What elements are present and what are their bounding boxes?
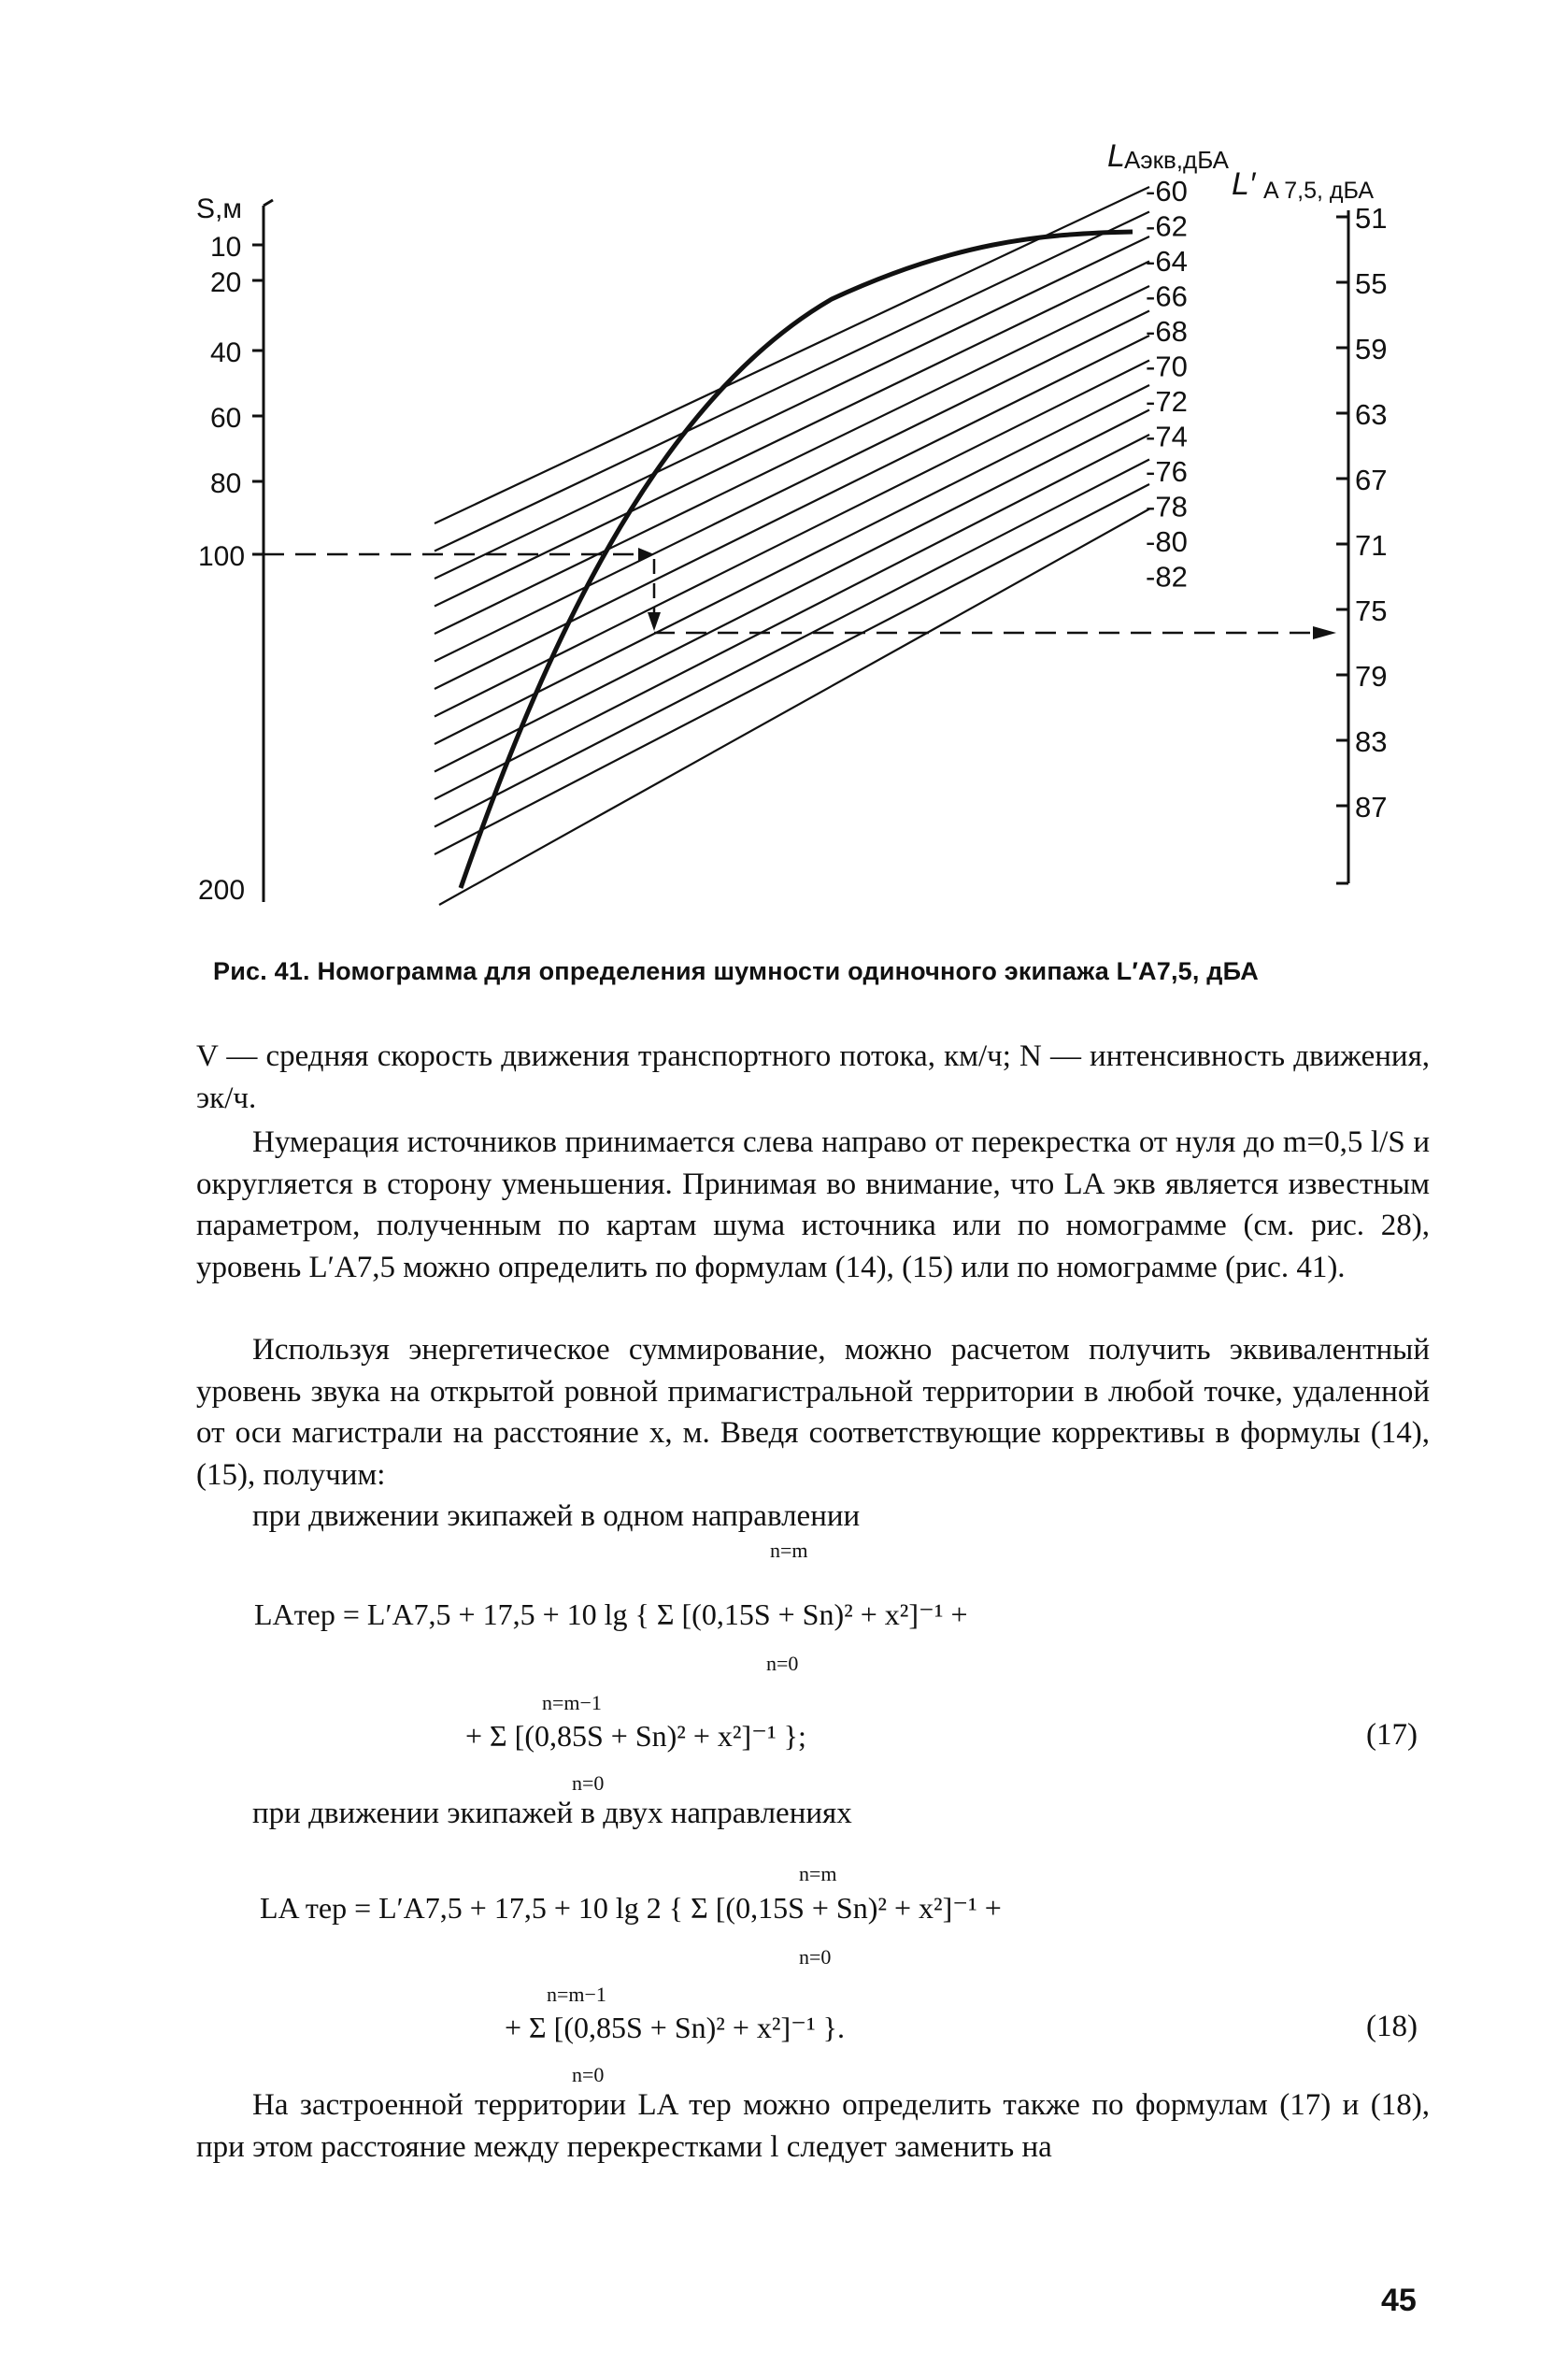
formula-17-sum-bottom-1: n=0 — [766, 1652, 799, 1675]
middle-tick-label: -60 — [1146, 175, 1188, 208]
isoline — [435, 212, 1149, 551]
middle-tick-label: -78 — [1146, 490, 1188, 523]
isoline — [435, 460, 1149, 827]
middle-tick-label: -80 — [1146, 525, 1188, 558]
right-axis — [1232, 166, 1387, 883]
right-tick-label: 79 — [1355, 660, 1388, 693]
figure-caption: Рис. 41. Номограмма для определения шумности одиночного экипажа L′A7,5, дБА — [213, 957, 1259, 985]
middle-tick-label: -62 — [1146, 209, 1188, 243]
middle-tick-label: -74 — [1146, 420, 1188, 453]
left-tick-label: 200 — [198, 875, 246, 906]
middle-tick-label: -82 — [1146, 560, 1188, 594]
formula-18-sum-bottom-2: n=0 — [572, 2063, 605, 2086]
isoline — [435, 336, 1149, 689]
right-tick-label: 87 — [1355, 791, 1388, 823]
isoline — [435, 385, 1149, 744]
page-number: 45 — [1381, 2283, 1417, 2318]
book-page: S,м 10 20 40 60 80 100 200 L Aэкв,дБА -60 -62 -64 -66 -68 -70 -72 -74 -76 -78 -80 -82 L′ A 7,5, дБА 51 55 59 63 67 71 75 79 83 87 Рис. 41. Номограмма для определения шумности одиночного экипажа L′A7,5, дБА V — средняя скорость движения транспортного потока, км/ч; N — интенсивность движения, эк/ч. Нумерация источников принимается слева направо от перекрестка от нуля до m=0,5 l/S и округляется в сторону уменьшения. Принимая во внимание, что LA экв является известным параметром, полученным по картам шума источника или по номограмме (см. рис. 28), уровень L′A7,5 можно определить по формулам (14), (15) или по номограмме (рис. 41). Используя энергетическое суммирование, можно расчетом получить эквивалентный уровень звука на открытой ровной примагистральной территории в любой точке, удаленной от оси магистрали на расстояние x, м. Введя соответствующие коррективы в формулы (14), (15), получим: при движении экипажей в одном направлении n=m LAтер = L′A7,5 + 17,5 + 10 lg { Σ [(0,15S + Sn)² + x²]⁻¹ + n=0 n=m−1 + Σ [(0,85S + Sn)² + x²]⁻¹ }; n=0 (17) при движении экипажей в двух направлениях n=m LA тер = L′A7,5 + 17,5 + 10 lg 2 { Σ [(0,15S + Sn)² + x²]⁻¹ + n=0 n=m−1 + Σ [(0,85S + Sn)² + x²]⁻¹ }. n=0 (18) На застроенной территории LA тер можно определить также по формулам (17) и (18), при этом расстояние между перекрестками l следует заменить на 45 — [0, 0, 1568, 2363]
equation-number-17: (17) — [1366, 1718, 1418, 1752]
formula-17-sum-top-2: n=m−1 — [542, 1691, 602, 1714]
isoline — [435, 435, 1149, 799]
paragraph-3: Используя энергетическое суммирование, можно расчетом получить эквивалентный уровень звука на открытой ровной примагистральной территории в любой точке, удаленной от оси магистрали на расстояние x, м. Введя соответствующие коррективы в формулы (14), (15), получим: — [196, 1333, 1430, 1492]
middle-tick-label: -72 — [1146, 385, 1188, 418]
right-tick-label: 83 — [1355, 725, 1388, 758]
nomogram-figure — [0, 0, 1568, 963]
formula-17-sum-bottom-2: n=0 — [572, 1771, 605, 1795]
left-axis-label: S,м — [196, 193, 242, 224]
isoline — [435, 410, 1149, 772]
formula-18-sum-bottom-1: n=0 — [799, 1945, 832, 1969]
middle-tick-label: -68 — [1146, 315, 1188, 348]
paragraph-5: при движении экипажей в двух направлениях — [252, 1797, 852, 1830]
right-tick-label: 67 — [1355, 464, 1388, 496]
formula-17-line-2: + Σ [(0,85S + Sn)² + x²]⁻¹ }; — [465, 1719, 806, 1753]
left-tick-label: 60 — [210, 403, 242, 434]
right-tick-label: 63 — [1355, 398, 1388, 431]
middle-axis-label-main: L — [1107, 138, 1125, 174]
isoline — [435, 286, 1149, 634]
middle-axis — [1107, 138, 1230, 594]
right-tick-label: 59 — [1355, 333, 1388, 365]
formula-17-line-1: LAтер = L′A7,5 + 17,5 + 10 lg { Σ [(0,15S + Sn)² + x²]⁻¹ + — [254, 1597, 968, 1631]
right-axis-label-main: L′ — [1232, 166, 1256, 202]
paragraph-4: при движении экипажей в одном направлении — [252, 1499, 861, 1533]
formula-18-sum-top-2: n=m−1 — [547, 1983, 606, 2006]
middle-tick-label: -70 — [1146, 350, 1188, 383]
isoline — [435, 262, 1149, 607]
right-tick-label: 55 — [1355, 267, 1388, 300]
isoline — [435, 361, 1149, 717]
left-tick-label: 20 — [210, 267, 242, 298]
isoline — [439, 509, 1149, 906]
isoline — [435, 311, 1149, 662]
middle-axis-label-sub: Aэкв,дБА — [1124, 146, 1230, 174]
paragraph-2: Нумерация источников принимается слева направо от перекрестка от нуля до m=0,5 l/S и округляется в сторону уменьшения. Принимая во внимание, что LA экв является известным параметром, полученным по картам шума источника или по номограмме (см. рис. 28), уровень L′A7,5 можно определить по формулам (14), (15) или по номограмме (рис. 41). — [196, 1125, 1430, 1284]
isoline-family — [435, 187, 1149, 905]
left-tick-label: 10 — [210, 232, 242, 263]
left-tick-label: 80 — [210, 468, 242, 499]
formula-18-line-1: LA тер = L′A7,5 + 17,5 + 10 lg 2 { Σ [(0,15S + Sn)² + x²]⁻¹ + — [260, 1891, 1002, 1925]
middle-tick-label: -76 — [1146, 455, 1188, 488]
formula-18-line-2: + Σ [(0,85S + Sn)² + x²]⁻¹ }. — [505, 2011, 846, 2044]
formula-18-sum-top: n=m — [799, 1862, 837, 1885]
middle-tick-label: -64 — [1146, 245, 1188, 278]
left-axis — [196, 193, 273, 906]
left-tick-label: 40 — [210, 337, 242, 368]
middle-tick-label: -66 — [1146, 279, 1188, 313]
left-tick-label: 100 — [198, 541, 246, 572]
isoline — [435, 484, 1149, 854]
paragraph-1: V — средняя скорость движения транспортного потока, км/ч; N — интенсивность движения, эк/ч. — [196, 1039, 1430, 1115]
right-axis-label-sub: A 7,5, дБА — [1263, 178, 1375, 204]
paragraph-6: На застроенной территории LA тер можно определить также по формулам (17) и (18), при этом расстояние между перекрестками l следует заменить на — [196, 2088, 1430, 2164]
right-tick-label: 75 — [1355, 594, 1388, 627]
right-tick-label: 51 — [1355, 202, 1388, 235]
isoline — [435, 236, 1149, 579]
equation-number-18: (18) — [1366, 2010, 1418, 2043]
right-tick-label: 71 — [1355, 529, 1388, 562]
